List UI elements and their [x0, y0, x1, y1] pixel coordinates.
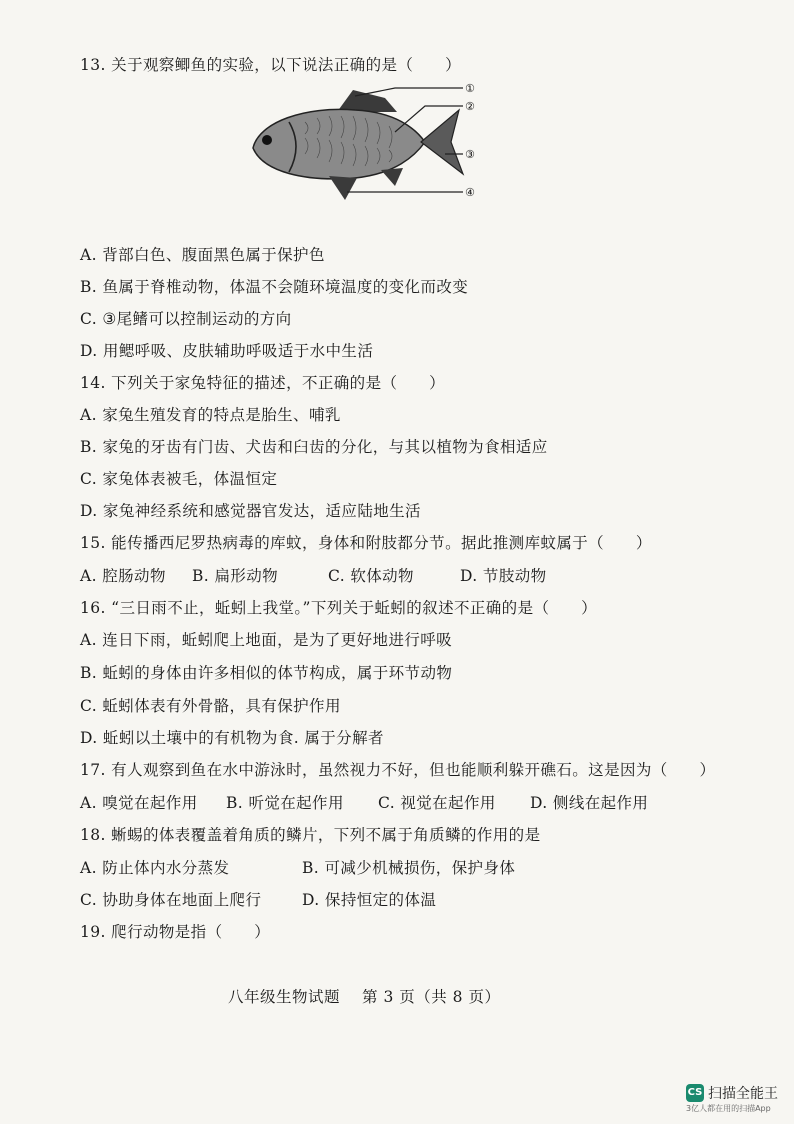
- q15-option-c: C. 软体动物: [328, 567, 414, 585]
- q18-option-c: C. 协助身体在地面上爬行: [80, 891, 262, 909]
- scanner-app-name: 扫描全能王: [708, 1085, 778, 1102]
- question-19-stem: 19. 爬行动物是指（ ）: [80, 923, 271, 941]
- question-16-stem: 16. “三日雨不止，蚯蚓上我堂。”下列关于蚯蚓的叙述不正确的是（ ）: [80, 599, 598, 617]
- fish-eye: [262, 135, 272, 145]
- pelvic-fin: [329, 176, 357, 200]
- q15-option-b: B. 扁形动物: [192, 567, 279, 585]
- q18-option-a: A. 防止体内水分蒸发: [80, 859, 230, 877]
- q14-option-a: A. 家兔生殖发育的特点是胎生、哺乳: [80, 406, 341, 424]
- figure-label-3: ③: [465, 148, 475, 161]
- figure-label-1: ①: [465, 82, 475, 95]
- question-17-stem: 17. 有人观察到鱼在水中游泳时，虽然视力不好，但也能顺利躲开礁石。这是因为（ ）: [80, 761, 716, 779]
- q16-option-c: C. 蚯蚓体表有外骨骼，具有保护作用: [80, 697, 341, 715]
- q17-option-a: A. 嗅觉在起作用: [80, 794, 198, 812]
- q16-option-a: A. 连日下雨，蚯蚓爬上地面，是为了更好地进行呼吸: [80, 631, 453, 649]
- q14-option-b: B. 家兔的牙齿有门齿、犬齿和臼齿的分化，与其以植物为食相适应: [80, 438, 548, 456]
- q14-option-d: D. 家兔神经系统和感觉器官发达，适应陆地生活: [80, 502, 421, 520]
- scanner-watermark: [686, 1082, 778, 1113]
- q17-option-d: D. 侧线在起作用: [530, 794, 649, 812]
- q15-option-a: A. 腔肠动物: [80, 567, 166, 585]
- figure-label-2: ②: [465, 100, 475, 113]
- question-13-stem: 13. 关于观察鲫鱼的实验，以下说法正确的是（ ）: [80, 56, 461, 74]
- question-15-stem: 15. 能传播西尼罗热病毒的库蚊，身体和附肢都分节。据此推测库蚊属于（ ）: [80, 534, 652, 552]
- tail-fin: [421, 110, 463, 174]
- q13-option-b: B. 鱼属于脊椎动物，体温不会随环境温度的变化而改变: [80, 278, 469, 296]
- scanner-logo-icon: CS: [686, 1084, 704, 1102]
- q13-option-d: D. 用鳃呼吸、皮肤辅助呼吸适于水中生活: [80, 342, 374, 360]
- q18-option-d: D. 保持恒定的体温: [302, 891, 437, 909]
- scanner-tagline: 3亿人都在用的扫描App: [686, 1104, 771, 1113]
- q17-option-c: C. 视觉在起作用: [378, 794, 496, 812]
- q16-option-d: D. 蚯蚓以土壤中的有机物为食. 属于分解者: [80, 729, 384, 747]
- question-14-stem: 14. 下列关于家兔特征的描述，不正确的是（ ）: [80, 374, 446, 392]
- page-footer: [228, 985, 522, 1007]
- q15-option-d: D. 节肢动物: [460, 567, 547, 585]
- carp-figure: [245, 82, 490, 210]
- footer-page-number: 第 3 页（共 8 页）: [362, 988, 501, 1006]
- q18-option-b: B. 可减少机械损伤，保护身体: [302, 859, 516, 877]
- q14-option-c: C. 家兔体表被毛，体温恒定: [80, 470, 278, 488]
- q13-option-c: C. ③尾鳍可以控制运动的方向: [80, 310, 292, 328]
- q13-option-a: A. 背部白色、腹面黑色属于保护色: [80, 246, 325, 264]
- figure-label-4: ④: [465, 186, 475, 199]
- q17-option-b: B. 听觉在起作用: [226, 794, 344, 812]
- anal-fin: [381, 168, 403, 186]
- footer-subject: 八年级生物试题: [228, 988, 341, 1006]
- question-18-stem: 18. 蜥蜴的体表覆盖着角质的鳞片，下列不属于角质鳞的作用的是: [80, 826, 541, 844]
- q16-option-b: B. 蚯蚓的身体由许多相似的体节构成，属于环节动物: [80, 664, 453, 682]
